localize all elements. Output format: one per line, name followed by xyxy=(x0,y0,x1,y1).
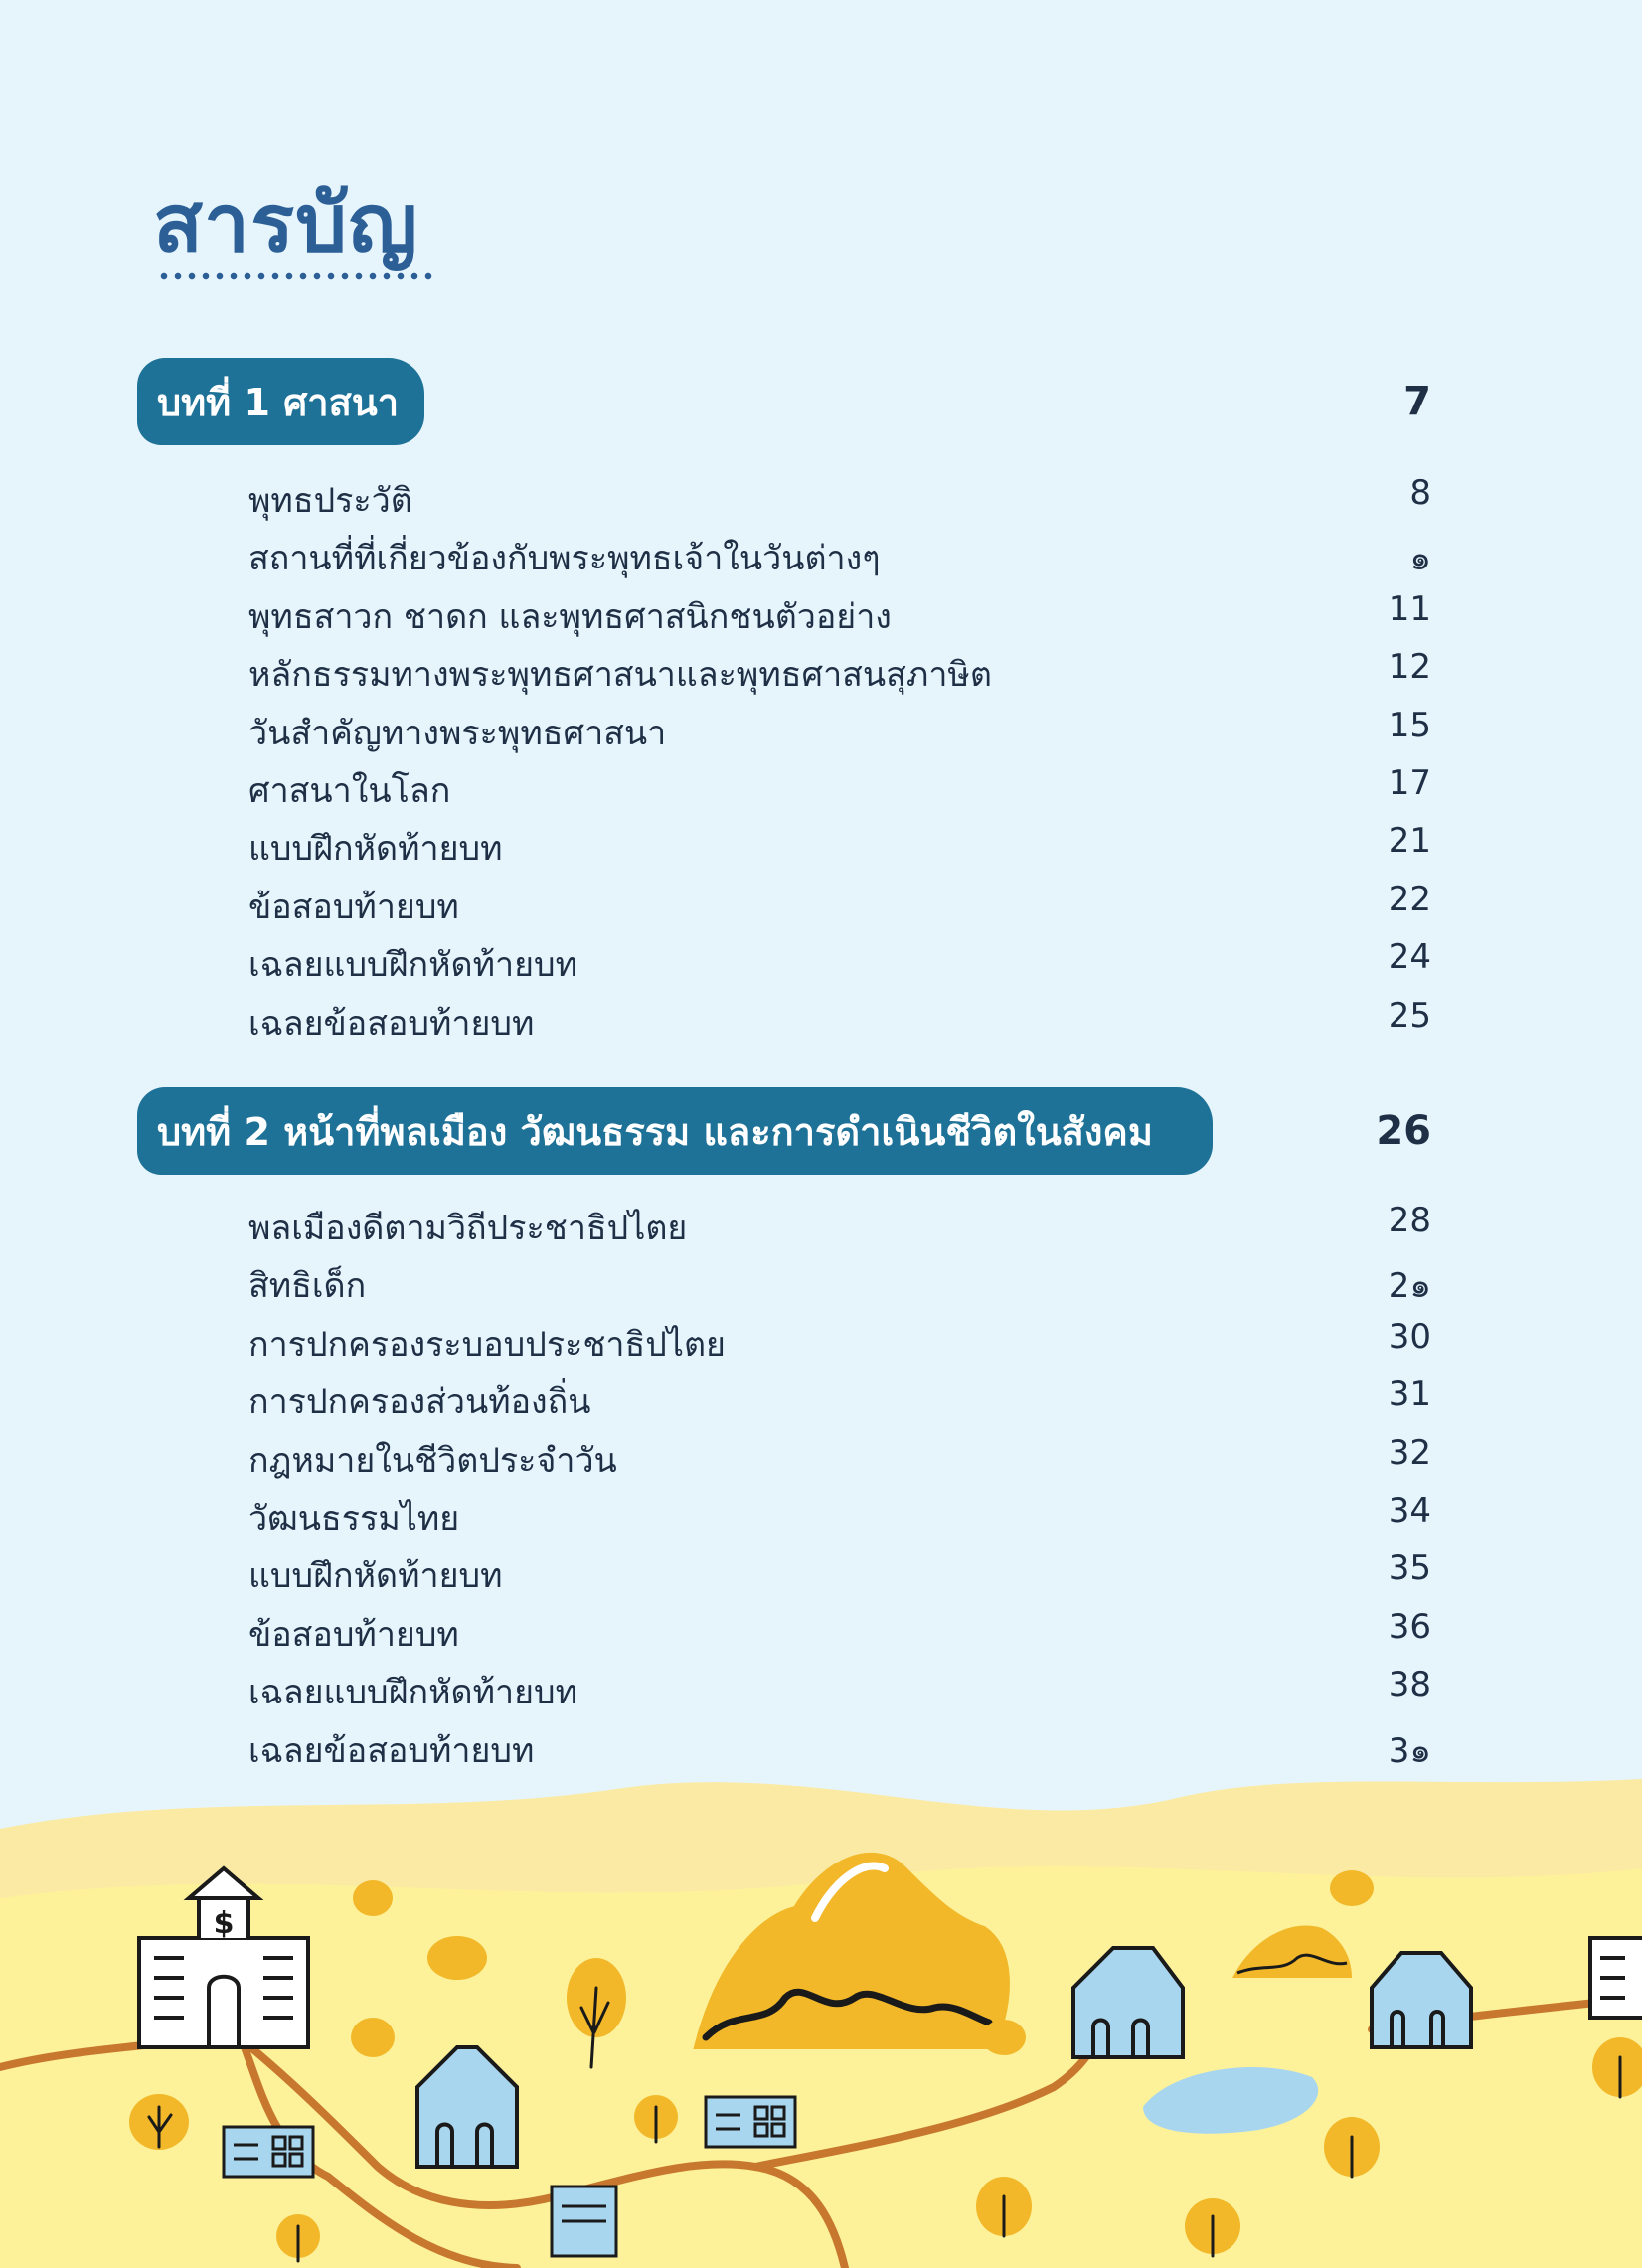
page-title: สารบัญ xyxy=(153,177,419,271)
toc-row[interactable] xyxy=(0,1544,1642,1602)
toc-label: กฎหมายในชีวิตประจำวัน xyxy=(248,1440,617,1481)
toc-page: 12 xyxy=(1388,647,1431,688)
chapter-1-header[interactable] xyxy=(0,358,1642,447)
toc-label: เฉลยข้อสอบท้ายบท xyxy=(248,1003,535,1044)
toc-page: 25 xyxy=(1388,995,1431,1036)
toc-row[interactable] xyxy=(0,876,1642,933)
chapter-1-title: บทที่ 1 ศาสนา xyxy=(137,358,424,445)
toc-label: แบบฝึกหัดท้ายบท xyxy=(248,829,503,870)
toc-page: 24 xyxy=(1388,937,1431,978)
toc-row[interactable] xyxy=(0,817,1642,875)
toc-label: เฉลยข้อสอบท้ายบท xyxy=(248,1730,535,1771)
chapter-1-list xyxy=(0,469,1642,1050)
toc-page: 38 xyxy=(1388,1665,1431,1705)
toc-page: 35 xyxy=(1388,1548,1431,1589)
toc-page: 32 xyxy=(1388,1432,1431,1473)
svg-text:$: $ xyxy=(213,1906,235,1941)
toc-row[interactable] xyxy=(0,702,1642,759)
toc-page: 36 xyxy=(1388,1606,1431,1647)
toc-row[interactable] xyxy=(0,933,1642,991)
toc-label: แบบฝึกหัดท้ายบท xyxy=(248,1556,503,1597)
toc-label: การปกครองส่วนท้องถิ่น xyxy=(248,1382,591,1423)
toc-label: วัฒนธรรมไทย xyxy=(248,1498,460,1539)
toc-row[interactable] xyxy=(0,1197,1642,1254)
toc-row[interactable] xyxy=(0,469,1642,527)
toc-row[interactable] xyxy=(0,1371,1642,1428)
toc-label: เฉลยแบบฝึกหัดท้ายบท xyxy=(248,1673,578,1713)
title-dotted-underline xyxy=(157,272,433,280)
toc-label: ศาสนาในโลก xyxy=(248,770,451,811)
toc-label: เฉลยแบบฝึกหัดท้ายบท xyxy=(248,945,578,986)
toc-page: 30 xyxy=(1388,1316,1431,1357)
toc-page: 15 xyxy=(1388,705,1431,745)
toc-label: ข้อสอบท้ายบท xyxy=(248,887,459,927)
toc-page: 28 xyxy=(1388,1201,1431,1240)
toc-label: สิทธิเด็ก xyxy=(248,1266,367,1307)
chapter-2-page: 26 xyxy=(1376,1108,1431,1154)
town-illustration xyxy=(0,1749,1642,2268)
chapter-2-title: บทที่ 2 หน้าที่พลเมือง วัฒนธรรม และการดำเนินชีวิตในสังคม xyxy=(137,1087,1213,1175)
toc-label: สถานที่ที่เกี่ยวข้องกับพระพุทธเจ้าในวันต่างๆ xyxy=(248,539,881,579)
toc-row[interactable] xyxy=(0,1661,1642,1718)
toc-page: 8 xyxy=(1409,473,1431,513)
toc-row[interactable] xyxy=(0,759,1642,817)
chapter-2-header[interactable] xyxy=(0,1087,1642,1177)
toc-row[interactable] xyxy=(0,585,1642,643)
toc-row[interactable] xyxy=(0,1313,1642,1371)
toc-page: 22 xyxy=(1388,879,1431,919)
toc-row[interactable] xyxy=(0,1254,1642,1312)
toc-label: การปกครองระบอบประชาธิปไตย xyxy=(248,1324,726,1365)
toc-label: พุทธสาวก ชาดก และพุทธศาสนิกชนตัวอย่าง xyxy=(248,596,892,637)
toc-label: วันสำคัญทางพระพุทธศาสนา xyxy=(248,713,667,753)
toc-label: พลเมืองดีตามวิถีประชาธิปไตย xyxy=(248,1209,688,1248)
toc-page: 3๑ xyxy=(1388,1730,1431,1771)
toc-page: 34 xyxy=(1388,1490,1431,1531)
toc-row[interactable] xyxy=(0,1487,1642,1544)
toc-label: หลักธรรมทางพระพุทธศาสนาและพุทธศาสนสุภาษิต xyxy=(248,655,992,696)
chapter-1-page: 7 xyxy=(1403,379,1431,424)
toc-label: ข้อสอบท้ายบท xyxy=(248,1614,459,1655)
toc-page: 17 xyxy=(1388,762,1431,803)
toc-page: 2๑ xyxy=(1388,1266,1431,1307)
toc-page: 31 xyxy=(1388,1375,1431,1415)
toc-page: 21 xyxy=(1388,821,1431,862)
toc-row[interactable] xyxy=(0,527,1642,584)
toc-page: ๑ xyxy=(1409,539,1431,579)
toc-label: พุทธประวัติ xyxy=(248,481,412,521)
toc-row[interactable] xyxy=(0,643,1642,701)
edge-building xyxy=(1590,1938,1642,2018)
toc-row[interactable] xyxy=(0,992,1642,1050)
toc-row[interactable] xyxy=(0,1603,1642,1661)
chapter-2-list xyxy=(0,1197,1642,1777)
toc-page: 11 xyxy=(1388,588,1431,629)
toc-row[interactable] xyxy=(0,1429,1642,1487)
